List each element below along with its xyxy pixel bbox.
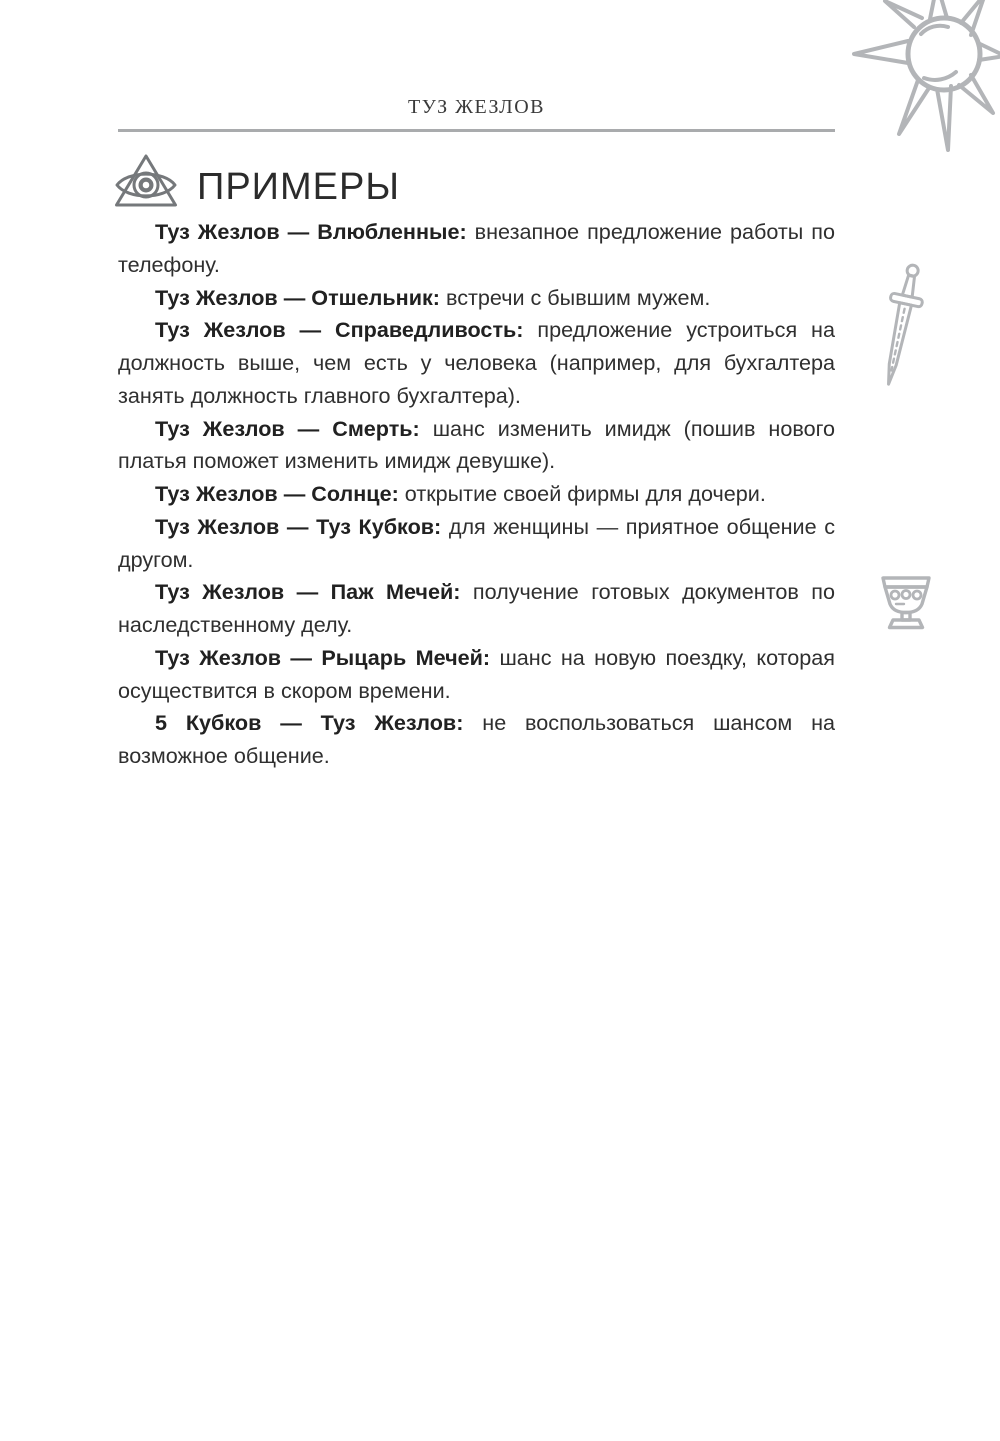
examples-list xyxy=(118,216,835,773)
eye-in-triangle-icon xyxy=(114,154,178,208)
example-lead: Туз Жезлов — Смерть: xyxy=(155,415,420,441)
example-text: открытие своей фирмы для дочери. xyxy=(404,481,766,506)
example-paragraph xyxy=(118,707,835,773)
example-text: получение готовых документов по наследственному делу. xyxy=(118,579,836,637)
example-paragraph xyxy=(118,413,835,479)
page-header-title: ТУЗ ЖЕЗЛОВ xyxy=(407,96,545,118)
example-text: предложение устроиться на должность выше, чем есть у человека (например, для бухгалтера занять должность главного бухгалтера). xyxy=(118,317,835,408)
chalice-icon xyxy=(879,574,933,634)
header-divider xyxy=(118,129,835,132)
example-lead: Туз Жезлов — Отшельник: xyxy=(155,284,440,310)
sword-icon xyxy=(886,262,996,407)
example-text: внезапное предложение работы по телефону. xyxy=(118,219,835,277)
example-text: встречи с бывшим мужем. xyxy=(445,284,711,310)
example-paragraph xyxy=(118,478,835,511)
example-lead: 5 Кубков — Туз Жезлов: xyxy=(155,710,464,736)
example-paragraph xyxy=(118,642,835,708)
example-lead: Туз Жезлов — Паж Мечей: xyxy=(155,579,461,605)
example-lead: Туз Жезлов — Справедливость: xyxy=(155,317,524,343)
example-lead: Туз Жезлов — Влюбленные: xyxy=(155,219,467,244)
example-text: не воспользоваться шансом на возможное общение. xyxy=(118,710,836,768)
example-text: шанс на новую поездку, которая осуществится в скором времени. xyxy=(118,644,836,703)
example-paragraph xyxy=(118,314,835,412)
example-text: для женщины — приятное общение с другом. xyxy=(118,513,835,572)
example-lead: Туз Жезлов — Солнце: xyxy=(155,481,399,506)
example-lead: Туз Жезлов — Туз Кубков: xyxy=(155,513,442,539)
example-paragraph xyxy=(118,511,835,577)
sun-icon xyxy=(852,0,1000,152)
example-text: шанс изменить имидж (пошив нового платья поможет изменить имидж девушке). xyxy=(118,415,835,474)
example-lead: Туз Жезлов — Рыцарь Мечей: xyxy=(155,644,491,670)
example-paragraph xyxy=(118,576,835,642)
example-paragraph xyxy=(118,282,835,315)
example-paragraph xyxy=(118,216,835,282)
section-heading: ПРИМЕРЫ xyxy=(197,166,400,208)
